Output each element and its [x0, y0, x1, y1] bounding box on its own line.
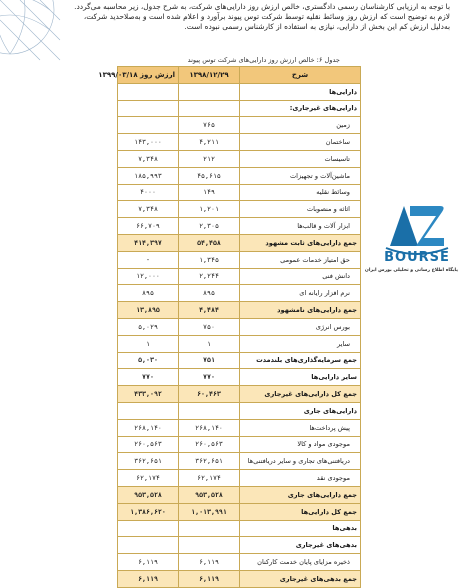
row-description: دارایی‌ها: [240, 83, 361, 100]
row-book-value: ۲,۳۰۵: [179, 218, 240, 235]
row-description: بورس انرژی: [240, 318, 361, 335]
row-book-value: ۲۶۰,۵۶۳: [179, 436, 240, 453]
row-market-value: ۶۶,۷۰۹: [118, 218, 179, 235]
row-description: موجودی نقد: [240, 470, 361, 487]
row-market-value: ۲۶۰,۵۶۳: [118, 436, 179, 453]
asset-valuation-table: [98, 66, 361, 588]
table-row: [118, 402, 361, 419]
row-book-value: [179, 83, 240, 100]
intro-line-3: به‌دلیل ارزش کم این بخش از دارایی، نیازی به استفاده از کارشناس رسمی نبوده است.: [184, 22, 450, 32]
row-market-value: ۱۸۵,۹۹۳: [118, 167, 179, 184]
row-market-value: ۱۳,۸۹۵: [118, 302, 179, 319]
table-row: [118, 419, 361, 436]
row-description: اثاثه و منصوبات: [240, 201, 361, 218]
row-book-value: ۷۵۱: [179, 352, 240, 369]
row-market-value: ۶,۱۱۹: [118, 570, 179, 587]
row-market-value: ۴۱۴,۳۹۷: [118, 234, 179, 251]
table-row: [118, 285, 361, 302]
row-book-value: ۱,۲۰۱: [179, 201, 240, 218]
table-row: [118, 167, 361, 184]
row-market-value: [118, 520, 179, 537]
row-description: جمع کل دارایی‌های غیرجاری: [240, 386, 361, 403]
row-book-value: ۶,۱۱۹: [179, 570, 240, 587]
table-row: [118, 268, 361, 285]
table-row: [118, 503, 361, 520]
row-market-value: [118, 83, 179, 100]
table-row: [118, 184, 361, 201]
row-description: موجودی مواد و کالا: [240, 436, 361, 453]
row-market-value: [118, 537, 179, 554]
row-book-value: ۱: [179, 335, 240, 352]
table-header-row: [118, 67, 361, 84]
row-description: ابزار آلات و قالب‌ها: [240, 218, 361, 235]
row-description: ساختمان: [240, 134, 361, 151]
row-description: پیش پرداخت‌ها: [240, 419, 361, 436]
bourse-logo-mark: [380, 198, 454, 278]
table-row: [118, 201, 361, 218]
globe-decoration: [0, 0, 60, 60]
row-description: سایر دارایی‌ها: [240, 369, 361, 386]
row-market-value: [118, 100, 179, 117]
intro-paragraph: [70, 2, 450, 33]
row-market-value: ۱: [118, 335, 179, 352]
table-row: [118, 134, 361, 151]
table-row: [118, 318, 361, 335]
header-description: شرح: [240, 67, 361, 84]
row-market-value: ۱۲,۰۰۰: [118, 268, 179, 285]
table-row: [118, 453, 361, 470]
row-market-value: ۹۵۳,۵۲۸: [118, 486, 179, 503]
header-book-value: ۱۳۹۸/۱۲/۲۹: [179, 67, 240, 84]
table-row: [118, 470, 361, 487]
row-market-value: ۷,۳۴۸: [118, 150, 179, 167]
table-row: [118, 486, 361, 503]
row-market-value: ۵,۰۲۹: [118, 318, 179, 335]
row-market-value: ۲۶۸,۱۴۰: [118, 419, 179, 436]
row-book-value: [179, 100, 240, 117]
row-book-value: ۲۶۸,۱۴۰: [179, 419, 240, 436]
row-description: بدهی‌های غیرجاری: [240, 537, 361, 554]
row-book-value: ۴۵,۶۱۵: [179, 167, 240, 184]
table-row: [118, 302, 361, 319]
row-description: دانش فنی: [240, 268, 361, 285]
header-market-value: ارزش روز ۱۳۹۹/۰۳/۱۸: [118, 67, 179, 84]
row-book-value: [179, 520, 240, 537]
row-book-value: ۲,۲۴۴: [179, 268, 240, 285]
table-body: [118, 83, 361, 587]
row-book-value: ۱۴۹: [179, 184, 240, 201]
row-market-value: [118, 117, 179, 134]
table-row: [118, 369, 361, 386]
row-book-value: ۸۹۵: [179, 285, 240, 302]
row-description: جمع دارایی‌های جاری: [240, 486, 361, 503]
table-row: [118, 150, 361, 167]
row-market-value: ۷,۳۴۸: [118, 201, 179, 218]
row-market-value: ۴۰۰۰: [118, 184, 179, 201]
row-book-value: [179, 402, 240, 419]
table-row: [118, 335, 361, 352]
row-market-value: [118, 402, 179, 419]
intro-line-1: با توجه به ارزیابی کارشناسان رسمی دادگستری، خالص ارزش روز دارایی‌های شرکت، به شرح جدول، زیر محاسبه می‌گردد.: [74, 2, 450, 11]
row-market-value: ۴۳۳,۰۹۲: [118, 386, 179, 403]
row-market-value: ۸۹۵: [118, 285, 179, 302]
row-market-value: ۶۲,۱۷۴: [118, 470, 179, 487]
row-description: دارایی‌های غیرجاری:: [240, 100, 361, 117]
row-description: نرم افزار رایانه ای: [240, 285, 361, 302]
row-book-value: ۱,۳۴۵: [179, 251, 240, 268]
table-row: [118, 100, 361, 117]
intro-line-2: لازم به توضیح است که ارزش روز وسائط نقلیه توسط شرکت توس پیوند برآورد و اعلام شده است و به‌صلاحدید شرکت،: [83, 12, 450, 22]
row-book-value: ۲۱۲: [179, 150, 240, 167]
row-market-value: ۵,۰۳۰: [118, 352, 179, 369]
row-market-value: ۷۷۰: [118, 369, 179, 386]
logo-subtitle: پایگاه اطلاع رسانی و تحلیلی بورس ایران: [364, 268, 458, 273]
row-description: وسائط نقلیه: [240, 184, 361, 201]
row-market-value: -: [118, 251, 179, 268]
table-row: [118, 83, 361, 100]
row-book-value: ۱,۰۱۳,۹۹۱: [179, 503, 240, 520]
row-market-value: ۱,۳۸۶,۶۲۰: [118, 503, 179, 520]
row-book-value: ۷۷۰: [179, 369, 240, 386]
table-row: [118, 520, 361, 537]
table-row: [118, 570, 361, 587]
table-row: [118, 234, 361, 251]
row-description: جمع دارایی‌های ثابت مشهود: [240, 234, 361, 251]
row-description: جمع بدهی‌های غیرجاری: [240, 570, 361, 587]
table-caption: جدول ۶: خالص ارزش روز دارایی‌های شرکت توس پیوند: [187, 56, 340, 64]
table-row: [118, 352, 361, 369]
table-row: [118, 218, 361, 235]
row-description: دریافتنی‌های تجاری و سایر دریافتنی‌ها: [240, 453, 361, 470]
row-book-value: ۶۲,۱۷۴: [179, 470, 240, 487]
row-book-value: ۹۵۳,۵۲۸: [179, 486, 240, 503]
row-market-value: ۳۶۲,۶۵۱: [118, 453, 179, 470]
row-book-value: ۵۴,۴۵۸: [179, 234, 240, 251]
row-book-value: ۶۰,۴۶۳: [179, 386, 240, 403]
row-book-value: ۷۵۰: [179, 318, 240, 335]
row-book-value: [179, 537, 240, 554]
row-description: ماشین‌آلات و تجهیزات: [240, 167, 361, 184]
row-description: تاسیسات: [240, 150, 361, 167]
row-book-value: ۶,۱۱۹: [179, 554, 240, 571]
row-book-value: ۳۶۲,۶۵۱: [179, 453, 240, 470]
table-row: [118, 117, 361, 134]
table-row: [118, 386, 361, 403]
table-row: [118, 251, 361, 268]
table-row: [118, 537, 361, 554]
logo-wordmark: BOURSE: [384, 250, 450, 265]
row-description: سایر: [240, 335, 361, 352]
row-description: جمع کل دارایی‌ها: [240, 503, 361, 520]
row-description: جمع دارایی‌های نامشهود: [240, 302, 361, 319]
row-book-value: ۴,۴۸۴: [179, 302, 240, 319]
row-description: بدهی‌ها: [240, 520, 361, 537]
row-book-value: ۷۶۵: [179, 117, 240, 134]
table-row: [118, 436, 361, 453]
row-description: حق امتیاز خدمات عمومی: [240, 251, 361, 268]
table-row: [118, 554, 361, 571]
row-market-value: ۶,۱۱۹: [118, 554, 179, 571]
row-description: جمع سرمایه‌گذاری‌های بلندمدت: [240, 352, 361, 369]
row-description: دارایی‌های جاری: [240, 402, 361, 419]
row-book-value: ۴,۲۱۱: [179, 134, 240, 151]
row-market-value: ۱۴۳,۰۰۰: [118, 134, 179, 151]
row-description: ذخیره مزایای پایان خدمت کارکنان: [240, 554, 361, 571]
row-description: زمین: [240, 117, 361, 134]
